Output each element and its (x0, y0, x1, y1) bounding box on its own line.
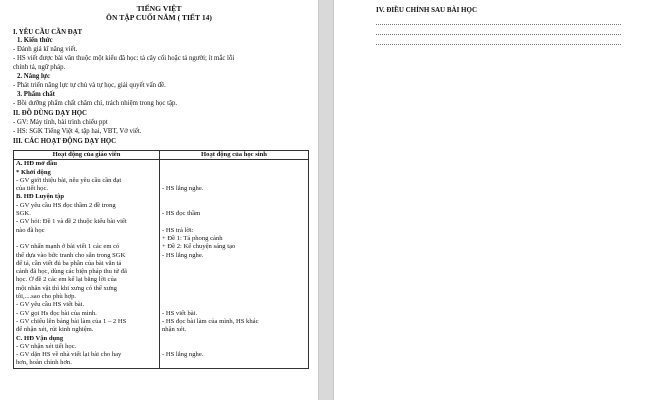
cell-line: - HS viết bài. (162, 309, 198, 317)
cell-line: SGK. (16, 210, 31, 218)
table-row (14, 160, 309, 368)
cell-line: một nhân vật thì khi xưng có thể xưng (16, 284, 117, 292)
dotted-line (376, 34, 621, 35)
column-header: Hoạt động của giáo viên (14, 151, 160, 160)
cell-line: - GV dặn HS về nhà viết lại bài cho hay (16, 351, 122, 359)
document-page-2 (333, 0, 650, 400)
cell-line: - GV giới thiệu bài, nêu yêu cầu cần đạt (16, 176, 122, 184)
student-activity-cell (160, 160, 309, 368)
cell-line: - GV gọi Hs đọc bài của mình. (16, 309, 97, 317)
paragraph-line: - HS viết được bài văn thuộc một kiểu đã học: tả cây cối hoặc tả người; ít mắc lỗi (13, 55, 235, 62)
cell-line: - GV yêu cầu HS viết bài. (16, 301, 85, 309)
paragraph-line: chính tả, ngữ pháp. (13, 64, 66, 71)
cell-line: - HS lắng nghe. (162, 185, 204, 193)
cell-line: - GV nhận xét tiết học. (16, 342, 77, 350)
cell-line: - GV nhấn mạnh ở bài viết 1 các em có (16, 243, 120, 251)
cell-line: nào đã học (16, 226, 45, 234)
teacher-activity-cell (14, 160, 160, 368)
cell-line: - HS trả lời: (162, 226, 194, 234)
cell-line: để nhận xét, rút kinh nghiệm. (16, 326, 94, 334)
activities-table (13, 150, 309, 369)
paragraph-line: - Bồi dưỡng phẩm chất chăm chỉ, trách nhiệm trong học tập. (13, 100, 178, 107)
cell-line: + Đề 2: Kể chuyện sáng tạo (162, 243, 236, 251)
cell-line: - GV hỏi: Đề 1 và đề 2 thuộc kiểu bài viết (16, 218, 127, 226)
cell-line: hơn, hoàn chỉnh hơn. (16, 359, 72, 367)
cell-line: học. Ở đề 2 các em kể lại bằng lời của (16, 276, 117, 284)
activity-heading: C. HĐ Vận dụng (16, 334, 64, 342)
activity-heading: B. HĐ Luyện tập (16, 193, 64, 201)
document-page-1 (0, 0, 319, 400)
paragraph-line: - Đánh giá kĩ năng viết. (13, 46, 78, 53)
cell-line: cảnh đã học, dùng các biện pháp thu tử đã (16, 268, 127, 276)
cell-line: nhận xét. (162, 326, 187, 334)
paragraph-line: - HS: SGK Tiếng Việt 4, tập hai, VBT, Vở viết. (13, 128, 142, 135)
cell-line: - HS đọc bài làm của mình, HS khác (162, 317, 259, 325)
cell-line: + Đề 1: Tả phong cảnh (162, 234, 223, 242)
paragraph-line: - GV: Máy tính, bài trình chiếu ppt (13, 119, 108, 126)
cell-line: của tiết học. (16, 185, 49, 193)
dotted-line (376, 44, 621, 45)
activity-heading: A. HĐ mở đầu (16, 160, 58, 168)
dotted-line (376, 24, 621, 25)
section-heading: I. YÊU CẦU CẦN ĐẠT (13, 29, 83, 36)
subsection-heading: 1. Kiến thức (17, 37, 53, 44)
table-header-row (14, 151, 309, 160)
cell-line: - HS lắng nghe. (162, 251, 204, 259)
section-heading: III. CÁC HOẠT ĐỘNG DẠY HỌC (13, 138, 117, 145)
cell-line: để tả, cần viết đủ ba phần của bài văn tả (16, 259, 122, 267)
section-heading: II. ĐỒ DÙNG DẠY HỌC (13, 110, 87, 117)
subject-title: TIẾNG VIỆT (136, 4, 182, 13)
cell-line: thể dựa vào bức tranh cho sẵn trong SGK (16, 251, 126, 259)
lesson-title: ÔN TẬP CUỐI NĂM ( TIẾT 14) (106, 13, 212, 22)
cell-line: tôi,....sao cho phù hợp. (16, 293, 77, 301)
paragraph-line: - Phát triển năng lực tự chủ và tự học, giải quyết vấn đề. (13, 82, 166, 89)
cell-line: - GV chiếu lên bảng bài làm của 1 – 2 HS (16, 317, 127, 325)
subsection-heading: 2. Năng lực (17, 73, 50, 80)
activity-subheading: * Khởi động (16, 168, 51, 176)
section-heading: IV. ĐIỀU CHỈNH SAU BÀI HỌC (376, 6, 478, 14)
subsection-heading: 3. Phẩm chất (17, 91, 55, 98)
cell-line: - HS đọc thầm (162, 210, 201, 218)
cell-line: - HS lắng nghe. (162, 351, 204, 359)
cell-line: - GV yêu cầu HS đọc thầm 2 đề trong (16, 201, 116, 209)
column-header: Hoạt động của học sinh (160, 151, 309, 160)
